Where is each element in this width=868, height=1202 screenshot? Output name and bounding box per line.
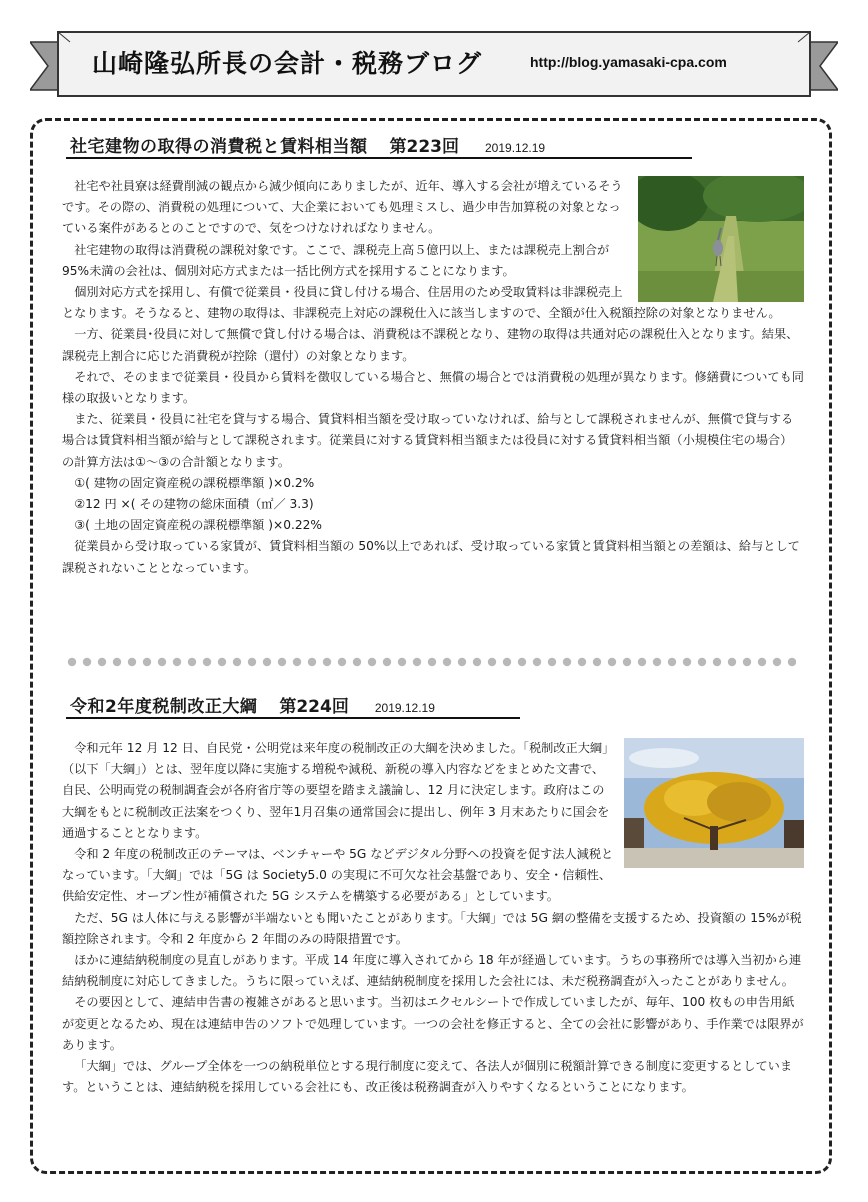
article2-date: 2019.12.19	[374, 701, 435, 715]
article1-underline	[66, 157, 692, 159]
separator-dot	[608, 658, 616, 666]
article2-heading	[70, 692, 435, 717]
separator-dot	[248, 658, 256, 666]
separator-dot	[683, 658, 691, 666]
separator-dot	[758, 658, 766, 666]
separator-dot	[518, 658, 526, 666]
separator-dot	[743, 658, 751, 666]
ginkgo-photo-icon	[624, 738, 804, 868]
article2-paragraph: ただ、5G は人体に与える影響が半端ないとも聞いたことがあります。「大綱」では 5G 網の整備を支援するため、投資額の 15%が税額控除されます。令和 2 年度から 2 年間のみの時限措置です。	[62, 910, 802, 946]
blog-title: 山崎隆弘所長の会計・税務ブログ	[92, 49, 483, 78]
separator-dot	[368, 658, 376, 666]
article2-paragraph: ほかに連結納税制度の見直しがあります。平成 14 年度に導入されてから 18 年が経過しています。うちの事務所では導入当初から連結納税制度に対応してきました。うちに限っていえば、連結納税制度を採用した会社には、未だ税務調査が入ったことがありません。	[62, 953, 802, 989]
separator-dot	[83, 658, 91, 666]
article1-paragraph: 社宅建物の取得は消費税の課税対象です。ここで、課税売上高５億円以上、または課税売上割合が 95%未満の会社は、個別対応方式または一括比例方式を採用することになります。	[62, 242, 610, 278]
article1-paragraph: それで、そのままで従業員・役員から賃料を徴収している場合と、無償の場合とでは消費税の処理が異なります。修繕費についても同様の取扱いとなります。	[62, 369, 804, 406]
article1-formula-item: ①( 建物の固定資産税の課税標準額 )×0.2%	[74, 475, 315, 490]
article1-heading	[70, 132, 545, 157]
separator-dot	[173, 658, 181, 666]
article1-photo	[638, 176, 804, 302]
separator-dot	[458, 658, 466, 666]
article1-formula-item: ③( 土地の固定資産税の課税標準額 )×0.22%	[74, 518, 322, 533]
article1-body	[62, 176, 804, 579]
separator-dot	[623, 658, 631, 666]
separator-dot	[533, 658, 541, 666]
separator-dot	[728, 658, 736, 666]
separator-dot	[218, 658, 226, 666]
article2-photo	[624, 738, 804, 868]
separator-dot	[233, 658, 241, 666]
separator-dot	[323, 658, 331, 666]
article2-paragraph: 令和元年 12 月 12 日、自民党・公明党は来年度の税制改正の大綱を決めました。「税制改正大綱」（以下「大綱」）とは、翌年度以降に実施する増税や減税、新税の導入内容などをまとめた文書で、自民、公明両党の税制調査会が各府省庁等の要望を踏まえ議論し、12 月に決定します。政府はこの大綱をもとに税制改正法案をつくり、翌年1月召集の通常国会に提出し、例年 3 月末あたりに国会を通過することとなります。	[62, 741, 610, 840]
article2-title: 令和2年度税制改正大綱	[70, 697, 258, 717]
article1-formula-item: ②12 円 ×( その建物の総床面積（㎡／ 3.3)	[74, 497, 314, 512]
separator-dot	[383, 658, 391, 666]
separator-dot	[788, 658, 796, 666]
article1-paragraph: 個別対応方式を採用し、有償で従業員・役員に貸し付ける場合、住居用のため受取賃料は非課税売上となります。そうなると、建物の取得は、非課税売上対応の課税仕入に該当しますので、全額が仕入税額控除の対象となりません。	[62, 285, 781, 321]
article1-title: 社宅建物の取得の消費税と賃料相当額	[70, 137, 368, 157]
separator-dot	[503, 658, 511, 666]
separator-dot	[353, 658, 361, 666]
separator-dot	[428, 658, 436, 666]
article1-number: 第223回	[389, 137, 459, 157]
separator-dot	[143, 658, 151, 666]
separator-dot	[773, 658, 781, 666]
article1-closing: 従業員から受け取っている家賃が、賃貸料相当額の 50%以上であれば、受け取っている家賃と賃貸料相当額との差額は、給与として課税されないこととなっています。	[62, 539, 800, 575]
separator-dot	[293, 658, 301, 666]
separator-dot	[638, 658, 646, 666]
separator-dot	[278, 658, 286, 666]
separator-dot	[113, 658, 121, 666]
separator-dot	[593, 658, 601, 666]
article1-paragraph: 社宅や社員寮は経費削減の観点から減少傾向にありましたが、近年、導入する会社が増えているそうです。その際の、消費税の処理について、大企業においても処理ミスし、過少申告加算税の対象となっている案件があるとのことですので、気をつけなければなりません。	[62, 179, 623, 236]
separator-dot	[68, 658, 76, 666]
separator-dot	[338, 658, 346, 666]
separator-dot	[668, 658, 676, 666]
article1-date: 2019.12.19	[485, 141, 546, 155]
separator-dot	[563, 658, 571, 666]
article1-paragraph: 一方、従業員･役員に対して無償で貸し付ける場合は、消費税は不課税となり、建物の取得は共通対応の課税仕入となります。結果、課税売上割合に応じた消費税が控除（還付）の対象となります。	[62, 327, 799, 363]
separator-dot	[698, 658, 706, 666]
separator-dot	[98, 658, 106, 666]
blog-url[interactable]: http://blog.yamasaki-cpa.com	[530, 54, 727, 70]
article2-paragraph: 令和 2 年度の税制改正のテーマは、ベンチャーや 5G などデジタル分野への投資を促す法人減税となっています。「大綱」では「5G は Society5.0 の実現に不可欠な社会基盤であり、安全・信頼性、供給安定性、オープン性が補償された 5G システムを構築する必要がある」としています。	[62, 847, 614, 904]
separator-dot	[203, 658, 211, 666]
separator-dot	[578, 658, 586, 666]
article1-paragraph: また、従業員・役員に社宅を貸与する場合、賃貸料相当額を受け取っていなければ、給与として課税されませんが、無償で貸与する場合は賃貸料相当額が給与として課税されます。従業員に対する賃貸料相当額または役員に対する賃貸料相当額（小規模住宅の場合）の計算方法は①～③の合計額となります。	[62, 412, 794, 469]
article2-number: 第224回	[279, 697, 349, 717]
separator-dot	[488, 658, 496, 666]
article2-underline	[66, 717, 520, 719]
separator-dot	[653, 658, 661, 666]
separator-dot	[473, 658, 481, 666]
separator-dot	[713, 658, 721, 666]
separator-dot	[158, 658, 166, 666]
separator-dot	[413, 658, 421, 666]
separator-dot	[398, 658, 406, 666]
separator-dot	[128, 658, 136, 666]
article2-paragraph: 「大綱」では、グループ全体を一つの納税単位とする現行制度に変えて、各法人が個別に税額計算できる制度に変更するとしています。ということは、連結納税を採用している会社にも、改正後は税務調査が入りやすくなるということになります。	[62, 1059, 793, 1095]
section-separator-dots	[66, 656, 796, 668]
separator-dot	[188, 658, 196, 666]
separator-dot	[308, 658, 316, 666]
heron-photo-icon	[638, 176, 804, 302]
article2-body	[62, 738, 804, 1098]
separator-dot	[443, 658, 451, 666]
article2-paragraph: その要因として、連結申告書の複雑さがあると思います。当初はエクセルシートで作成していましたが、毎年、100 枚もの申告用紙が変更となるため、現在は連結申告のソフトで処理しています。一つの会社を修正すると、全ての会社に影響があり、手作業では限界があります。	[62, 995, 804, 1052]
separator-dot	[263, 658, 271, 666]
separator-dot	[548, 658, 556, 666]
blog-header-ribbon	[30, 28, 838, 104]
